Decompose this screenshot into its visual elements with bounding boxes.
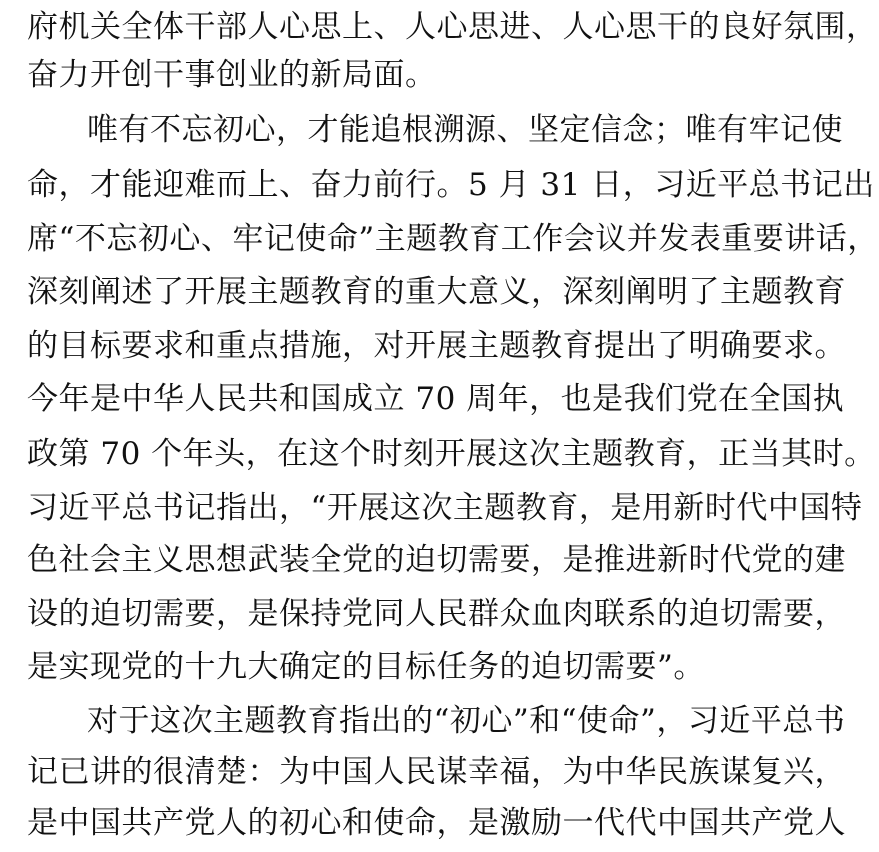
- text-line: 今年是中华人民共和国成立 70 周年，也是我们党在全国执: [27, 381, 845, 417]
- text-line: 习近平总书记指出，“开展这次主题教育，是用新时代中国特: [27, 490, 863, 526]
- text-line: 奋力开创干事创业的新局面。: [27, 57, 437, 93]
- paragraph-start-line: 对于这次主题教育指出的“初心”和“使命”，习近平总书: [87, 703, 846, 739]
- text-line: 记已讲的很清楚：为中国人民谋幸福，为中华民族谋复兴，: [27, 754, 846, 790]
- text-line: 的目标要求和重点措施，对开展主题教育提出了明确要求。: [27, 328, 846, 364]
- text-line: 是实现党的十九大确定的目标任务的迫切需要”。: [27, 649, 705, 685]
- text-line: 府机关全体干部人心思上、人心思进、人心思干的良好氛围，: [27, 9, 878, 45]
- text-line: 色社会主义思想武装全党的迫切需要，是推进新时代党的建: [27, 542, 846, 578]
- text-line: 设的迫切需要，是保持党同人民群众血肉联系的迫切需要，: [27, 596, 846, 632]
- paragraph-start-line: 唯有不忘初心，才能追根溯源、坚定信念；唯有牢记使: [87, 112, 843, 148]
- text-line: 命，才能迎难而上、奋力前行。5 月 31 日，习近平总书记出: [27, 167, 875, 203]
- text-line: 是中国共产党人的初心和使命，是激励一代代中国共产党人: [27, 805, 846, 841]
- text-line: 深刻阐述了开展主题教育的重大意义，深刻阐明了主题教育: [27, 274, 846, 310]
- text-line: 政第 70 个年头，在这个时刻开展这次主题教育，正当其时。: [27, 436, 876, 472]
- text-line: 席“不忘初心、牢记使命”主题教育工作会议并发表重要讲话，: [27, 221, 879, 257]
